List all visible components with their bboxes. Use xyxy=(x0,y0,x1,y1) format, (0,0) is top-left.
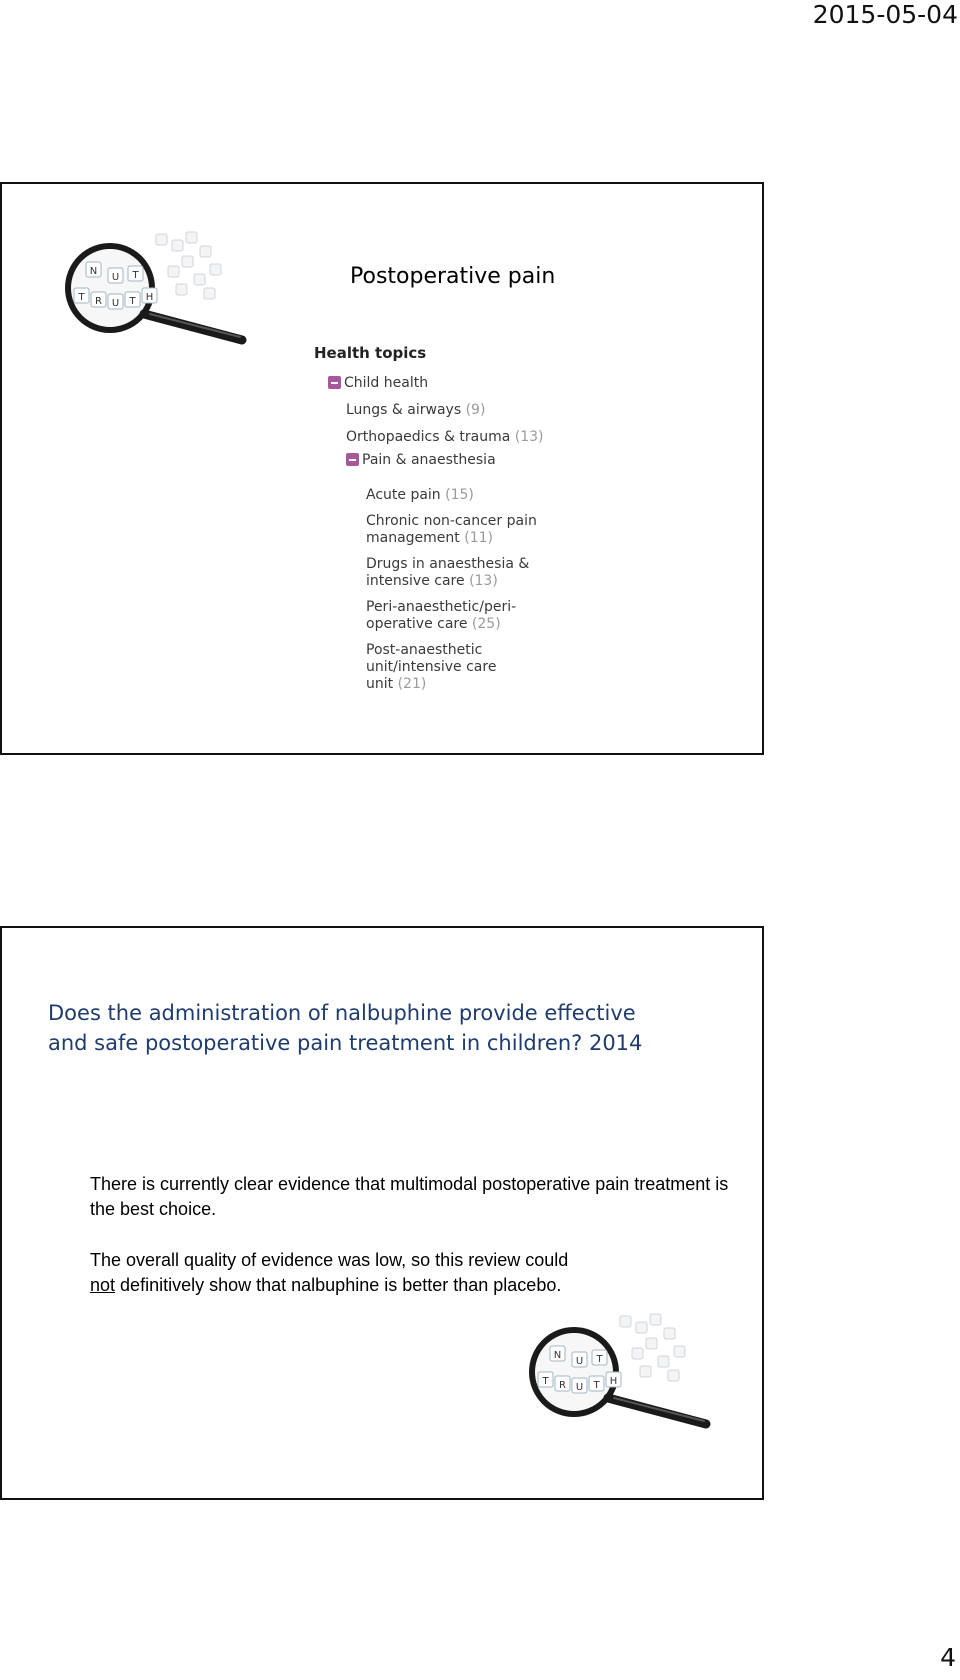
topic-label: Acute pain xyxy=(366,487,441,503)
conclusion-lead: The overall quality of evidence was low, so this review could xyxy=(90,1250,569,1270)
magnifier-letter: U xyxy=(111,298,120,309)
magnifier-letter: U xyxy=(111,272,120,283)
topic-count: (25) xyxy=(471,616,501,632)
page-date: 2015-05-04 xyxy=(812,0,958,29)
topic-count: (9) xyxy=(465,402,486,418)
topic-count: (11) xyxy=(464,530,493,546)
slide-postoperative-pain xyxy=(0,182,764,755)
topic-child-health[interactable] xyxy=(328,375,614,392)
minus-toggle-icon[interactable] xyxy=(328,376,341,389)
topic-label: Lungs & airways xyxy=(346,402,462,418)
topic-count: (13) xyxy=(514,429,544,445)
conclusion-paragraph xyxy=(90,1248,730,1298)
topic-label: Peri-anaesthetic/peri-operative care xyxy=(366,599,517,632)
topic-drugs-anaesthesia[interactable] xyxy=(366,556,556,590)
magnifier-letter: T xyxy=(129,296,136,307)
magnifier-letter: T xyxy=(132,270,139,281)
topic-pain-anaesthesia[interactable] xyxy=(346,452,614,469)
slide-title: Postoperative pain xyxy=(350,264,556,289)
magnifier-letter: R xyxy=(559,1380,566,1391)
topic-label: Child health xyxy=(344,375,429,391)
magnifier-letter: T xyxy=(542,1376,549,1387)
minus-toggle-icon[interactable] xyxy=(346,453,359,466)
topic-count: (21) xyxy=(397,676,427,692)
finding-paragraph: There is currently clear evidence that multimodal postoperative pain treatment is the best choice. xyxy=(90,1174,729,1219)
page-number: 4 xyxy=(940,1643,956,1672)
magnifier-letter: T xyxy=(593,1380,600,1391)
magnifier-letter: R xyxy=(95,296,102,307)
topic-peri-anaesthetic[interactable] xyxy=(366,599,556,633)
magnifier-letter: T xyxy=(78,292,85,303)
topic-lungs-airways[interactable] xyxy=(346,402,614,419)
conclusion-rest: definitively show that nalbuphine is better than placebo. xyxy=(120,1275,562,1295)
magnifier-letter: U xyxy=(575,1356,584,1367)
topic-chronic-pain[interactable] xyxy=(366,513,556,547)
topic-count: (13) xyxy=(469,573,498,589)
topic-label: Post-anaesthetic unit/intensive care unit xyxy=(366,642,497,692)
topic-post-anaesthetic[interactable] xyxy=(366,642,526,693)
magnifier-letter: H xyxy=(609,1376,618,1387)
topic-count: (15) xyxy=(445,487,474,503)
magnifying-glass-icon xyxy=(64,226,254,346)
magnifier-letter: U xyxy=(575,1382,584,1393)
topic-label: Orthopaedics & trauma xyxy=(346,429,511,445)
magnifier-letter: N xyxy=(89,266,98,277)
slide-nalbuphine-review xyxy=(0,926,764,1500)
topic-label: Drugs in anaesthesia & intensive care xyxy=(366,556,530,589)
magnifying-glass-icon xyxy=(528,1308,718,1433)
magnifier-letter: N xyxy=(553,1350,562,1361)
magnifier-letter: H xyxy=(145,292,154,303)
topic-label: Pain & anaesthesia xyxy=(362,452,496,468)
magnifier-letter: T xyxy=(596,1354,603,1365)
topic-label: Chronic non-cancer pain management xyxy=(366,513,537,546)
topic-acute-pain[interactable] xyxy=(366,487,556,504)
slide-title: Does the administration of nalbuphine provide effective and safe postoperative pain treatment in children? 2014 xyxy=(48,1001,643,1055)
health-topics-tree xyxy=(314,344,614,702)
conclusion-emphasis: not xyxy=(90,1275,116,1295)
health-topics-heading: Health topics xyxy=(314,344,427,362)
topic-orthopaedics-trauma[interactable] xyxy=(346,429,614,446)
